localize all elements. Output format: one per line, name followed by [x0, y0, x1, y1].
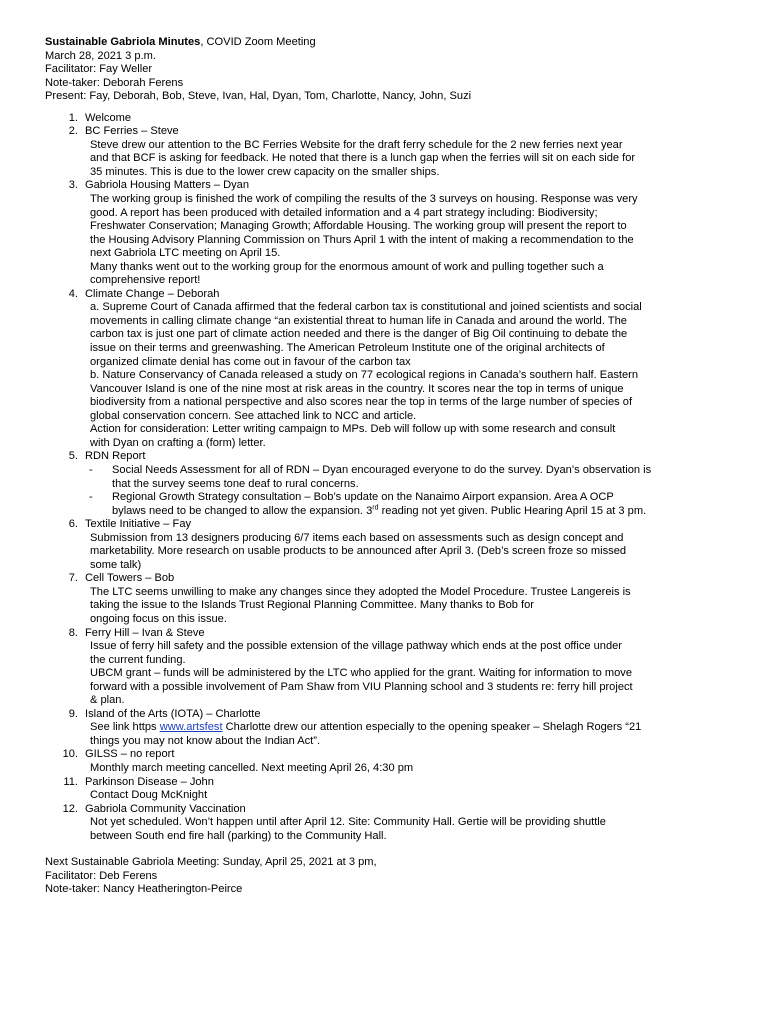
agenda-item-number: 10. — [62, 748, 78, 761]
agenda-item-number: 8. — [68, 626, 78, 639]
agenda-item-title: Parkinson Disease – John — [85, 775, 214, 788]
agenda-item-title: Gabriola Community Vaccination — [85, 802, 246, 815]
agenda-item-number: 6. — [68, 518, 78, 531]
agenda-item-text: the current funding. — [90, 653, 186, 666]
agenda-item-text: some talk) — [90, 558, 142, 571]
agenda-item-text: ongoing focus on this issue. — [90, 612, 227, 625]
sub-bullet-item — [85, 491, 735, 518]
agenda-item-text: movements in calling climate change “an existential threat to human life in Canada and around the world. The — [90, 314, 627, 327]
agenda-item — [45, 518, 735, 572]
agenda-item-text: Not yet scheduled. Won’t happen until after April 12. Site: Community Hall. Gertie will be providing shuttle — [90, 816, 606, 829]
agenda-item — [45, 112, 735, 126]
agenda-item-number: 1. — [68, 111, 78, 124]
link-prefix: See link https — [90, 721, 160, 734]
agenda-item-number: 11. — [63, 775, 78, 788]
agenda-item-title: Island of the Arts (IOTA) – Charlotte — [85, 707, 261, 720]
agenda-item-text: with Dyan on crafting a (form) letter. — [90, 436, 266, 449]
agenda-item-text — [85, 721, 735, 735]
agenda-item-text: taking the issue to the Islands Trust Regional Planning Committee. Many thanks to Bob for — [90, 599, 534, 612]
present-list: Present: Fay, Deborah, Bob, Steve, Ivan, Hal, Dyan, Tom, Charlotte, Nancy, John, Suzi — [45, 90, 472, 103]
agenda-item-text: The working group is finished the work of compiling the results of the 3 surveys on housing. Response was very — [90, 193, 638, 206]
agenda-item-text: Contact Doug McKnight — [90, 789, 208, 802]
ordinal-suffix: rd — [372, 503, 379, 511]
link-suffix: Charlotte drew our attention especially to the opening speaker – Shelagh Rogers “21 — [222, 721, 642, 734]
agenda-item-text: Vancouver Island is one of the nine most at risk areas in the country. It scores near the top in terms of unique — [90, 382, 624, 395]
title-bold: Sustainable Gabriola Minutes — [45, 36, 201, 48]
dash-marker: - — [89, 491, 93, 504]
agenda-item-text: global conservation concern. See attached link to NCC and article. — [90, 409, 417, 422]
sub-bullet-text — [112, 505, 735, 519]
dash-marker: - — [89, 463, 93, 476]
agenda-item-text: Submission from 13 designers producing 6/7 items each based on assessments such as design concept and — [90, 531, 624, 544]
footer — [45, 856, 735, 897]
agenda-item-title: Climate Change – Deborah — [85, 287, 220, 300]
agenda-item-text: issue on their terms and greenwashing. The American Petroleum Institute one of the original architects of — [90, 342, 605, 355]
agenda-item-number: 4. — [68, 287, 78, 300]
agenda-item-text: Many thanks went out to the working group for the enormous amount of work and pulling together such a — [90, 260, 604, 273]
agenda-item-title: Textile Initiative – Fay — [85, 518, 192, 531]
agenda-item — [45, 572, 735, 626]
agenda-item-text: UBCM grant – funds will be administered by the LTC who applied for the grant. Waiting for information to move — [90, 667, 633, 680]
text-part: reading not yet given. Public Hearing April 15 at 3 pm. — [378, 504, 647, 517]
agenda-item — [45, 125, 735, 179]
agenda-item — [45, 179, 735, 287]
document-title — [45, 36, 735, 50]
agenda-item-title: Ferry Hill – Ivan & Steve — [85, 626, 205, 639]
text-part: bylaws need to be changed to allow the expansion. 3 — [112, 504, 373, 517]
agenda-item-number: 7. — [68, 572, 78, 585]
agenda-item-text: things you may not know about the Indian Act”. — [90, 734, 321, 747]
agenda-item-title: Welcome — [85, 111, 132, 124]
agenda-item-title: GILSS – no report — [85, 748, 175, 761]
sub-bullet-text: Social Needs Assessment for all of RDN – Dyan encouraged everyone to do the survey. Dyan’s observation is — [112, 463, 652, 476]
sub-bullet-text: that the survey seems tone deaf to rural concerns. — [112, 477, 359, 490]
agenda-item-text: Monthly march meeting cancelled. Next meeting April 26, 4:30 pm — [90, 761, 414, 774]
agenda-item — [45, 803, 735, 844]
title-rest: , COVID Zoom Meeting — [200, 36, 316, 48]
agenda-item — [45, 627, 735, 708]
agenda-item-text: and that BCF is asking for feedback. He noted that there is a lunch gap when the ferries will sit on each side for — [90, 152, 636, 165]
agenda-item-title: RDN Report — [85, 450, 146, 463]
agenda-item-text: between South end fire hall (parking) to the Community Hall. — [90, 829, 387, 842]
agenda-item-text: Freshwater Conservation; Managing Growth; Affordable Housing. The working group will present the report to — [90, 220, 627, 233]
agenda-item-text: next Gabriola LTC meeting on April 15. — [90, 247, 281, 260]
agenda-item-text: forward with a possible involvement of Pam Shaw from VIU Planning school and 3 students re: ferry hill project — [90, 680, 633, 693]
agenda-item-text: Action for consideration: Letter writing campaign to MPs. Deb will follow up with some research and consult — [90, 423, 616, 436]
agenda-item-text: carbon tax is just one part of climate action needed and there is the danger of Big Oil continuing to debate the — [90, 328, 628, 341]
sub-bullet-text: Regional Growth Strategy consultation – Bob’s update on the Nanaimo Airport expansion. Area A OCP — [112, 491, 614, 504]
sub-bullet-list — [85, 464, 735, 518]
agenda-item — [45, 450, 735, 518]
agenda-item-text: 35 minutes. This is due to the lower crew capacity on the smaller ships. — [90, 165, 440, 178]
minutes-document — [45, 36, 735, 897]
agenda-item-title: BC Ferries – Steve — [85, 125, 179, 138]
agenda-list — [45, 112, 735, 844]
agenda-item-text: biodiversity from a national perspective and also scores near the top in terms of the large number of species of — [90, 396, 633, 409]
meeting-date: March 28, 2021 3 p.m. — [45, 49, 156, 62]
next-note-taker: Note-taker: Nancy Heatherington-Peirce — [45, 883, 243, 896]
agenda-item-text: The LTC seems unwilling to make any changes since they adopted the Model Procedure. Trustee Langereis is — [90, 585, 631, 598]
agenda-item-text: a. Supreme Court of Canada affirmed that the federal carbon tax is constitutional and joined scientists and social — [90, 301, 642, 314]
agenda-item-text: good. A report has been produced with detailed information and a 4 part strategy including: Biodiversity; — [90, 206, 598, 219]
next-meeting: Next Sustainable Gabriola Meeting: Sunday, April 25, 2021 at 3 pm, — [45, 856, 377, 869]
agenda-item-text: organized climate denial has come out in favour of the carbon tax — [90, 355, 411, 368]
next-facilitator: Facilitator: Deb Ferens — [45, 869, 158, 882]
agenda-item-text: marketability. More research on usable products to be announced after April 3. (Deb’s screen froze so missed — [90, 545, 627, 558]
agenda-item-text: b. Nature Conservancy of Canada released a study on 77 ecological regions in Canada’s southern half. Eastern — [90, 369, 639, 382]
agenda-item-number: 2. — [68, 125, 78, 138]
agenda-item — [45, 776, 735, 803]
agenda-item — [45, 288, 735, 451]
sub-bullet-item — [85, 464, 735, 491]
agenda-item-number: 5. — [68, 450, 78, 463]
agenda-item-number: 12. — [62, 802, 78, 815]
artsfest-link[interactable]: www.artsfest — [159, 721, 223, 734]
agenda-item-title: Cell Towers – Bob — [85, 572, 175, 585]
agenda-item-text: Steve drew our attention to the BC Ferries Website for the draft ferry schedule for the 2 new ferries next year — [90, 138, 623, 151]
agenda-item-title: Gabriola Housing Matters – Dyan — [85, 179, 250, 192]
agenda-item — [45, 748, 735, 775]
agenda-item-text: Issue of ferry hill safety and the possible extension of the village pathway which ends at the post office under — [90, 640, 622, 653]
facilitator: Facilitator: Fay Weller — [45, 63, 153, 76]
agenda-item-number: 3. — [68, 179, 78, 192]
agenda-item — [45, 708, 735, 749]
agenda-item-number: 9. — [68, 707, 78, 720]
agenda-item-text: & plan. — [90, 694, 125, 707]
agenda-item-text: comprehensive report! — [90, 274, 201, 287]
note-taker: Note-taker: Deborah Ferens — [45, 76, 184, 89]
agenda-item-text: the Housing Advisory Planning Commission on Thurs April 1 with the intent of making a recommendation to the — [90, 233, 634, 246]
